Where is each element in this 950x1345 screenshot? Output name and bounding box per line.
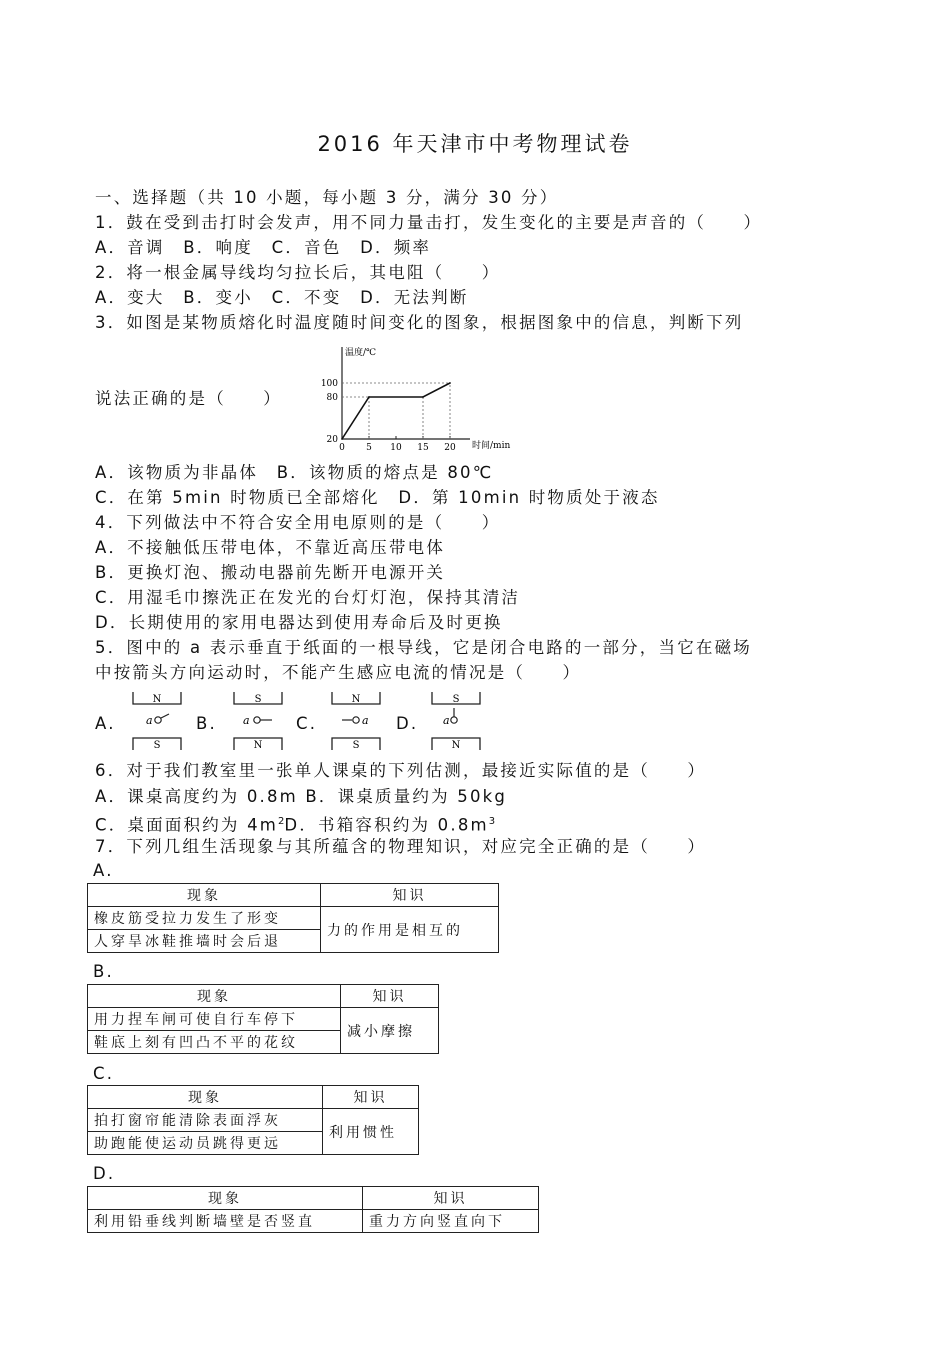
table-header-knowledge: 知识	[341, 985, 439, 1008]
wire-icon	[353, 717, 359, 723]
q3-stem: 3．如图是某物质熔化时温度随时间变化的图象，根据图象中的信息，判断下列	[95, 313, 744, 332]
q5-diagram-b	[228, 690, 288, 752]
table-cell-phenomenon: 人穿旱冰鞋推墙时会后退	[88, 930, 321, 953]
y-axis-label: 温度/℃	[345, 348, 377, 358]
table-cell-knowledge: 减小摩擦	[341, 1008, 439, 1054]
q5-option-b-label: B.	[196, 714, 217, 733]
q4-option-d: D．长期使用的家用电器达到使用寿命后及时更换	[95, 613, 503, 632]
table-cell-phenomenon: 鞋底上刻有凹凸不平的花纹	[88, 1031, 341, 1054]
q4-option-b: B．更换灯泡、搬动电器前先断开电源开关	[95, 563, 446, 582]
table-cell-phenomenon: 用力捏车闸可使自行车停下	[88, 1008, 341, 1031]
data-point	[368, 396, 370, 398]
q4-stem: 4．下列做法中不符合安全用电原则的是（ ）	[95, 513, 501, 532]
q6-superscript-2: 2	[278, 816, 285, 827]
q3-stem-continued: 说法正确的是（ ）	[95, 389, 282, 408]
q7-table-d	[87, 1186, 539, 1233]
data-point	[422, 396, 424, 398]
q7-option-b-label: B.	[93, 962, 114, 981]
table-cell-phenomenon: 拍打窗帘能清除表面浮灰	[88, 1109, 323, 1132]
q7-option-c-label: C.	[93, 1064, 115, 1083]
y-tick-label: 100	[320, 379, 338, 389]
page-title: 2016 年天津市中考物理试卷	[317, 132, 633, 156]
table-header-knowledge: 知识	[363, 1187, 539, 1210]
y-tick-label: 80	[326, 393, 338, 403]
wire-label: a	[243, 714, 250, 727]
data-point	[449, 382, 451, 384]
data-point	[341, 438, 343, 440]
table-header-knowledge: 知识	[321, 884, 499, 907]
q4-option-a: A．不接触低压带电体，不靠近高压带电体	[95, 538, 446, 557]
q4-option-c: C．用湿毛巾擦洗正在发光的台灯灯泡，保持其清洁	[95, 588, 521, 607]
wire-icon	[254, 717, 260, 723]
wire-icon	[451, 717, 457, 723]
q6-options-ab: A．课桌高度约为 0.8m B．课桌质量约为 50kg	[95, 787, 508, 806]
table-header-knowledge: 知识	[323, 1086, 419, 1109]
table-cell-phenomenon: 助跑能使运动员跳得更远	[88, 1132, 323, 1155]
q5-diagram-c	[326, 690, 386, 752]
q7-option-d-label: D.	[93, 1164, 116, 1183]
q5-stem-continued: 中按箭头方向运动时，不能产生感应电流的情况是（ ）	[95, 663, 582, 682]
magnet-pole-top: S	[452, 694, 460, 705]
melting-curve-chart	[310, 343, 520, 455]
q1-stem: 1．鼓在受到击打时会发声，用不同力量击打，发生变化的主要是声音的（ ）	[95, 213, 763, 232]
q1-options: A．音调 B．响度 C．音色 D．频率	[95, 238, 432, 257]
table-header-phenomenon: 现象	[88, 884, 321, 907]
q6-option-d: D．书箱容积约为 0.8m	[284, 815, 489, 835]
table-header-phenomenon: 现象	[88, 985, 341, 1008]
q5-diagram-d	[426, 690, 486, 752]
table-cell-knowledge: 力的作用是相互的	[321, 907, 499, 953]
q2-options: A．变大 B．变小 C．不变 D．无法判断	[95, 288, 469, 307]
q7-table-b	[87, 984, 439, 1054]
table-cell-phenomenon: 橡皮筋受拉力发生了形变	[88, 907, 321, 930]
table-cell-knowledge: 重力方向竖直向下	[363, 1210, 539, 1233]
table-header-phenomenon: 现象	[88, 1187, 363, 1210]
table-cell-phenomenon: 利用铅垂线判断墙壁是否竖直	[88, 1210, 363, 1233]
q5-option-c-label: C.	[296, 714, 318, 733]
table-cell-knowledge: 利用惯性	[323, 1109, 419, 1155]
table-header-phenomenon: 现象	[88, 1086, 323, 1109]
magnet-pole-bottom: S	[352, 740, 360, 751]
magnet-pole-bottom: S	[153, 740, 161, 751]
x-tick-label: 15	[417, 443, 429, 453]
section-heading: 一、选择题（共 10 小题，每小题 3 分，满分 30 分）	[95, 188, 559, 207]
q7-table-a	[87, 883, 499, 953]
wire-label: a	[443, 714, 450, 727]
q7-option-a-label: A.	[93, 861, 114, 880]
magnet-pole-top: N	[152, 694, 162, 705]
magnet-pole-top: N	[351, 694, 361, 705]
q2-stem: 2．将一根金属导线均匀拉长后，其电阻（ ）	[95, 263, 501, 282]
wire-label: a	[146, 714, 153, 727]
q3-options-cd: C．在第 5min 时物质已全部熔化 D．第 10min 时物质处于液态	[95, 488, 660, 507]
magnet-pole-bottom: N	[451, 740, 461, 751]
x-tick-label: 0	[339, 443, 345, 453]
x-tick-label: 20	[444, 443, 456, 453]
q5-diagram-a	[127, 690, 187, 752]
wire-label: a	[362, 714, 369, 727]
wire-icon	[155, 717, 161, 723]
q6-options-cd	[95, 812, 497, 836]
q6-stem: 6．对于我们教室里一张单人课桌的下列估测，最接近实际值的是（ ）	[95, 761, 707, 780]
q7-table-c	[87, 1085, 419, 1155]
q6-option-c: C．桌面面积约为 4m	[95, 815, 279, 835]
x-tick-label: 10	[390, 443, 402, 453]
q5-stem: 5．图中的 a 表示垂直于纸面的一根导线，它是闭合电路的一部分，当它在磁场	[95, 638, 752, 657]
magnet-pole-bottom: N	[253, 740, 263, 751]
series-line	[342, 383, 450, 439]
q5-option-a-label: A.	[95, 714, 116, 733]
q3-options-ab: A．该物质为非晶体 B．该物质的熔点是 80℃	[95, 463, 494, 482]
x-axis-label: 时间/min	[472, 441, 511, 451]
q5-option-d-label: D.	[396, 714, 419, 733]
x-tick-label: 5	[366, 443, 372, 453]
magnet-pole-top: S	[254, 694, 262, 705]
q7-stem: 7．下列几组生活现象与其所蕴含的物理知识，对应完全正确的是（ ）	[95, 837, 707, 856]
y-tick-label: 20	[326, 435, 338, 445]
q6-superscript-3: 3	[488, 816, 498, 827]
arrow-up-right-icon	[161, 714, 169, 718]
